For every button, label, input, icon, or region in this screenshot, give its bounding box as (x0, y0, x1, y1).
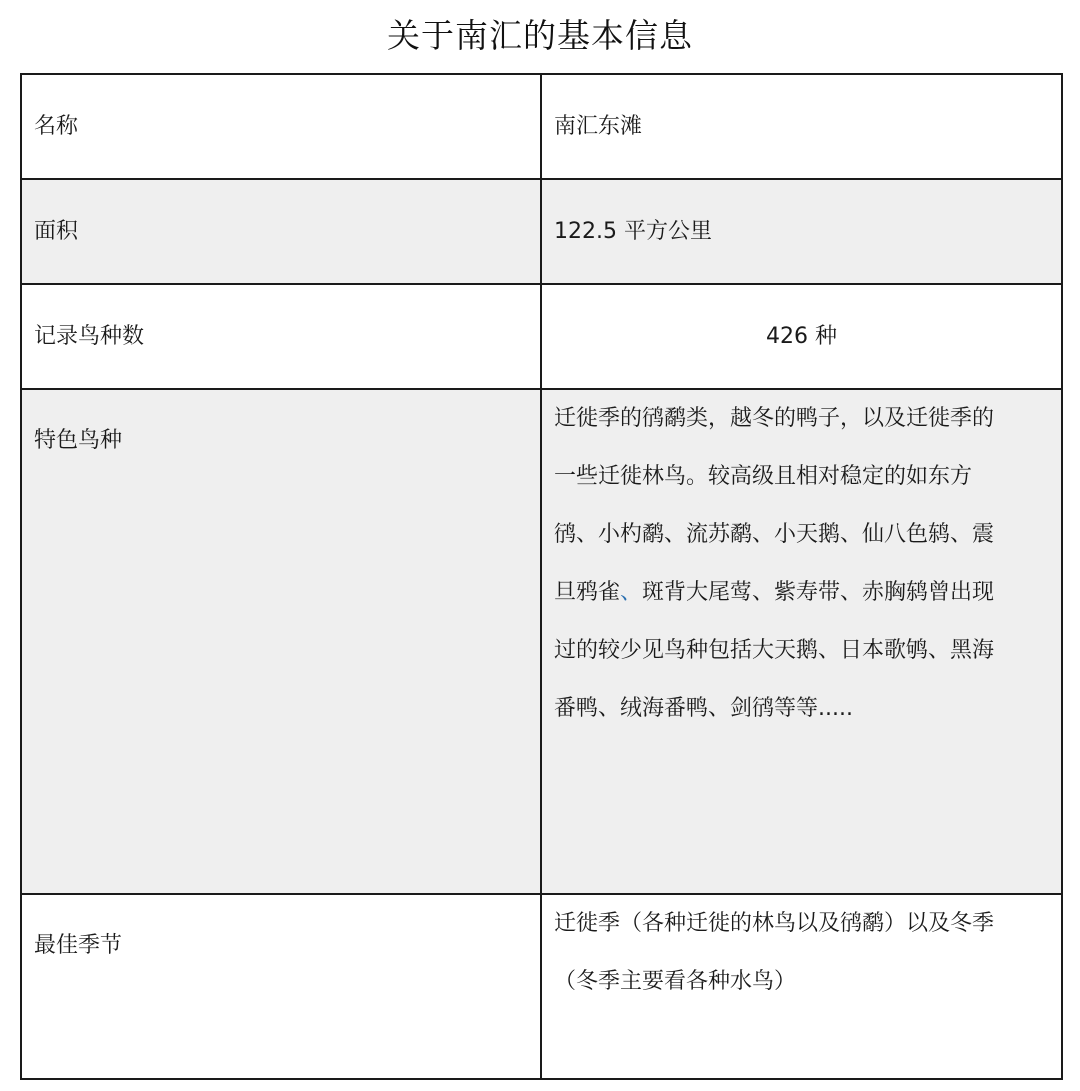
row-label-species-count: 记录鸟种数 (21, 284, 541, 389)
text-line: 过的较少见鸟种包括大天鹅、日本歌鸲、黑海 (554, 638, 995, 663)
text-line: 迁徙季（各种迁徙的林鸟以及鸻鹬）以及冬季 (554, 911, 995, 936)
row-label-best-season: 最佳季节 (21, 894, 541, 1079)
row-value-best-season (541, 894, 1062, 1079)
text-segment: 旦鸦雀 (554, 580, 621, 605)
text-line: 一些迁徙林鸟。较高级且相对稳定的如东方 (554, 464, 973, 489)
accent-comma: 、 (620, 580, 643, 605)
table-row (21, 179, 1062, 284)
row-label-featured-birds: 特色鸟种 (21, 389, 541, 894)
row-value-area: 122.5 平方公里 (541, 179, 1062, 284)
row-value-species-count: 426 种 (541, 284, 1062, 389)
page-title: 关于南汇的基本信息 (387, 16, 693, 55)
row-label-name: 名称 (21, 74, 541, 179)
text-line: 番鸭、绒海番鸭、剑鸻等等..... (554, 696, 853, 721)
row-label-area: 面积 (21, 179, 541, 284)
text-line (554, 564, 1061, 622)
text-line: （冬季主要看各种水鸟） (554, 969, 797, 994)
text-segment: 斑背大尾莺、紫寿带、赤胸鸫曾出现 (642, 580, 995, 605)
row-value-name: 南汇东滩 (541, 74, 1062, 179)
text-line: 鸻、小杓鹬、流苏鹬、小天鹅、仙八色鸫、震 (554, 522, 995, 547)
text-line: 迁徙季的鸻鹬类，越冬的鸭子，以及迁徙季的 (554, 406, 995, 431)
table-row (21, 389, 1062, 894)
info-table (20, 73, 1063, 1080)
table-row (21, 894, 1062, 1079)
table-row (21, 74, 1062, 179)
table-row (21, 284, 1062, 389)
row-value-featured-birds (541, 389, 1062, 894)
